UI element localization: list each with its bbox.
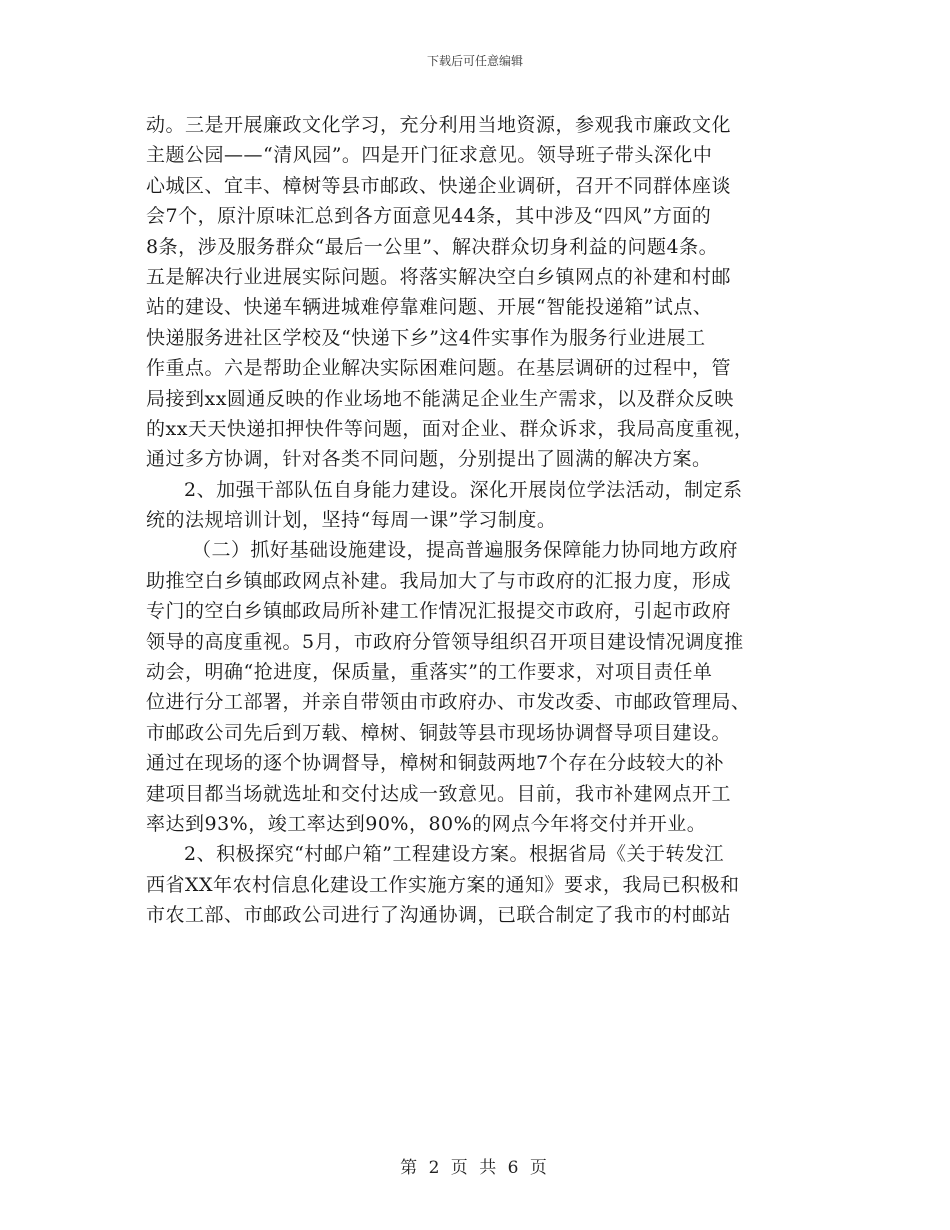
body-line: （二）抓好基础设施建设，提高普遍服务保障能力协同地方政府 (192, 539, 739, 562)
body-line: 8条，涉及服务群众“最后一公里”、解决群众切身利益的问题4条。 (146, 235, 719, 258)
body-line: 2、加强干部队伍自身能力建设。深化开展岗位学法活动，制定系 (184, 478, 743, 501)
body-line: 心城区、宜丰、樟树等县市邮政、快递企业调研，召开不同群体座谈 (146, 174, 732, 197)
body-line: 2、积极探究“村邮户箱”工程建设方案。根据省局《关于转发江 (184, 843, 725, 866)
body-line: 动。三是开展廉政文化学习，充分利用当地资源，参观我市廉政文化 (146, 114, 732, 136)
body-line: 统的法规培训计划，坚持“每周一课”学习制度。 (146, 509, 557, 532)
body-line: 西省XX年农村信息化建设工作实施方案的通知》要求，我局已积极和 (146, 873, 740, 896)
body-line: 局接到xx圆通反映的作业场地不能满足企业生产需求，以及群众反映 (146, 387, 734, 410)
body-line: 快递服务进社区学校及“快递下乡”这4件实事作为服务行业进展工 (146, 326, 706, 349)
body-line: 站的建设、快递车辆进城难停靠难问题、开展“智能投递箱”试点、 (146, 296, 713, 319)
body-line: 主题公园——“清风园”。四是开门征求意见。领导班子带头深化中 (146, 144, 713, 167)
body-line: 市农工部、市邮政公司进行了沟通协调，已联合制定了我市的村邮站 (146, 904, 732, 927)
body-line: 通过多方协调，针对各类不同问题，分别提出了圆满的解决方案。 (146, 448, 712, 471)
body-line: 助推空白乡镇邮政网点补建。我局加大了与市政府的汇报力度，形成 (146, 569, 732, 592)
body-line: 市邮政公司先后到万载、樟树、铜鼓等县市现场协调督导项目建设。 (146, 721, 732, 744)
body-line: 位进行分工部署，并亲自带领由市政府办、市发改委、市邮政管理局、 (146, 691, 751, 714)
body-line: 通过在现场的逐个协调督导，樟树和铜鼓两地7个存在分歧较大的补 (146, 752, 725, 775)
body-line: 专门的空白乡镇邮政局所补建工作情况汇报提交市政府，引起市政府 (146, 600, 732, 623)
body-line: 会7个，原汁原味汇总到各方面意见44条，其中涉及“四风”方面的 (146, 205, 712, 228)
body-line: 的xx天天快递扣押快件等问题，面对企业、群众诉求，我局高度重视， (146, 417, 754, 440)
body-line: 动会，明确“抢进度，保质量，重落实”的工作要求，对项目责任单 (146, 661, 713, 684)
body-line: 五是解决行业进展实际问题。将落实解决空白乡镇网点的补建和村邮 (146, 265, 732, 288)
body-line: 建项目都当场就选址和交付达成一致意见。目前，我市补建网点开工 (146, 782, 732, 805)
page-header: 下载后可任意编辑 (426, 54, 523, 68)
body-line: 领导的高度重视。5月，市政府分管领导组织召开项目建设情况调度推 (146, 630, 744, 653)
body-line: 率达到93%，竣工率达到90%，80%的网点今年将交付并开业。 (146, 812, 707, 835)
page-number-footer: 第 2 页 共 6 页 (400, 1158, 550, 1178)
body-line: 作重点。六是帮助企业解决实际困难问题。在基层调研的过程中，管 (146, 357, 732, 380)
document-body (146, 110, 806, 931)
